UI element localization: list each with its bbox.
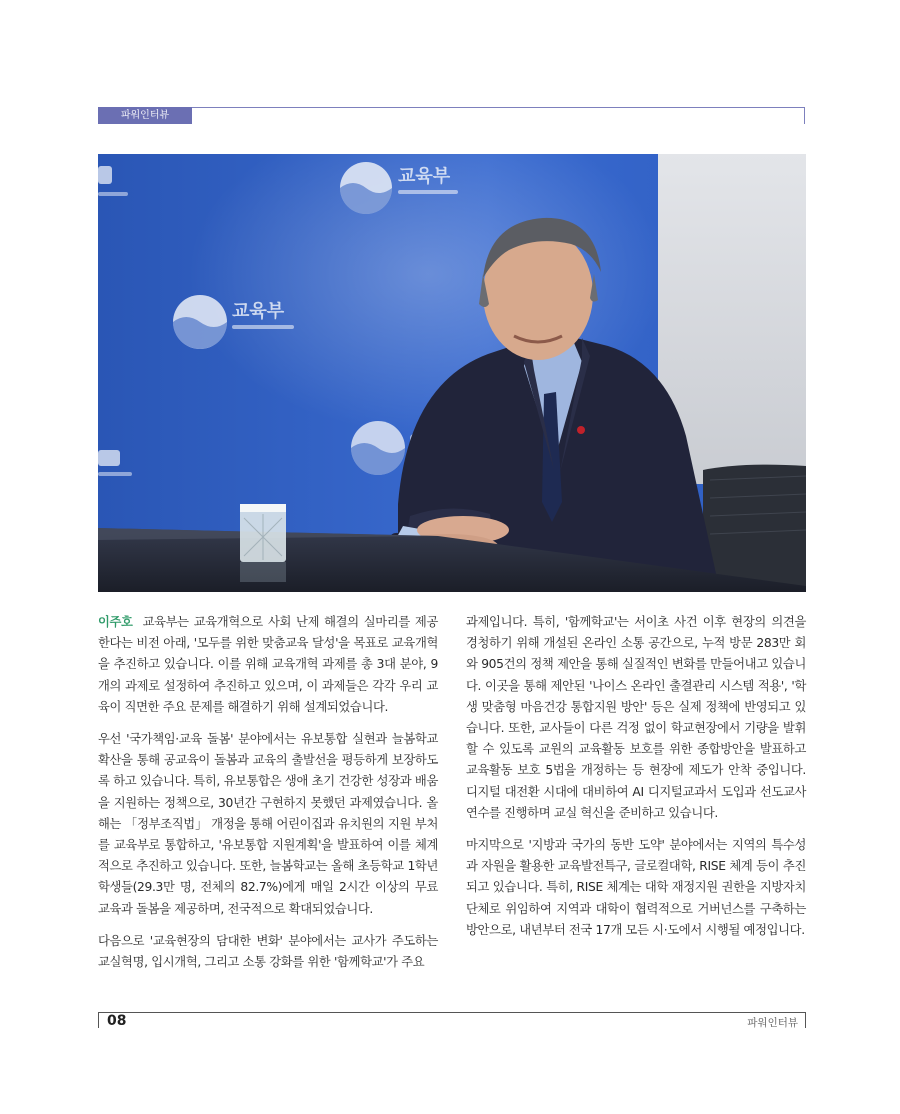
paragraph: 다음으로 '교육현장의 담대한 변화' 분야에서는 교사가 주도하는 교실혁명, 입시개혁, 그리고 소통 강화를 위한 '함께학교'가 주요	[98, 933, 438, 970]
paragraph: 마지막으로 '지방과 국가의 동반 도약' 분야에서는 지역의 특수성과 자원을 활용한 교육발전특구, 글로컬대학, RISE 체계 등이 추진되고 있습니다. 특히, RISE 체계는 대학 재정지원 권한을 지방자치단체로 위임하여 지역과 대학이 협력적으로 거버넌스를 구축하는 방안으로, 내년부터 전국 17개 모든 시·도에서 시행될 예정입니다.	[466, 838, 806, 937]
chair	[703, 465, 806, 592]
logo-text: 교육부	[232, 301, 285, 322]
page-number: 08	[107, 1013, 127, 1029]
article-column-right	[466, 612, 806, 952]
interview-photo	[98, 154, 806, 592]
footer-rule-start	[98, 1012, 99, 1028]
article-column-left	[98, 612, 438, 984]
header-rule-end	[804, 107, 805, 124]
speaker-name: 이주호	[98, 615, 133, 629]
logo-text: 교육부	[398, 166, 451, 187]
footer-rule-end	[805, 1012, 806, 1028]
paragraph: 이주호 교육부는 교육개혁으로 사회 난제 해결의 실마리를 제공한다는 비전 아래, '모두를 위한 맞춤교육 달성'을 목표로 교육개혁을 추진하고 있습니다. 이를 위해 교육개혁 과제를 총 3대 분야, 9개의 과제로 설정하여 추진하고 있으며, 이 과제들은 각각 우리 교육이 직면한 주요 문제를 해결하기 위해 설계되었습니다.	[98, 615, 438, 714]
paragraph: 과제입니다. 특히, '함께학교'는 서이초 사건 이후 현장의 의견을 경청하기 위해 개설된 온라인 소통 공간으로, 누적 방문 283만 회와 905건의 정책 제안을 통해 실질적인 변화를 만들어내고 있습니다. 이곳을 통해 제안된 '나이스 온라인 출결관리 시스템 적용', '학생 맞춤형 마음건강 통합지원 방안' 등은 실제 정책에 반영되고 있습니다. 또한, 교사들이 다른 걱정 없이 학교현장에서 기량을 발휘할 수 있도록 교원의 교육활동 보호를 위한 종합방안을 발표하고 교육활동 보호 5법을 개정하는 등 현장에 제도가 안착 중입니다. 디지털 대전환 시대에 대비하여 AI 디지털교과서 도입과 선도교사 연수를 진행하며 교실 혁신을 준비하고 있습니다.	[466, 615, 806, 820]
section-label: 파워인터뷰	[98, 107, 192, 124]
water-glass	[240, 504, 286, 582]
footer-rule	[98, 1012, 806, 1013]
paragraph: 우선 '국가책임·교육 돌봄' 분야에서는 유보통합 실현과 늘봄학교 확산을 통해 공교육이 돌봄과 교육의 출발선을 평등하게 보장하도록 하고 있습니다. 특히, 유보통합은 생애 초기 건강한 성장과 배움을 지원하는 정책으로, 30년간 구현하지 못했던 과제였습니다. 올해는 「정부조직법」 개정을 통해 어린이집과 유치원의 지원 부처를 교육부로 통합하고, '유보통합 지원계획'을 발표하여 이를 체계적으로 추진하고 있습니다. 또한, 늘봄학교는 올해 초등학교 1학년 학생들(29.3만 명, 전체의 82.7%)에게 매일 2시간 이상의 무료 교육과 돌봄을 제공하며, 전국적으로 확대되었습니다.	[98, 732, 438, 916]
footer-section-label: 파워인터뷰	[747, 1017, 798, 1029]
header-rule	[192, 107, 804, 108]
